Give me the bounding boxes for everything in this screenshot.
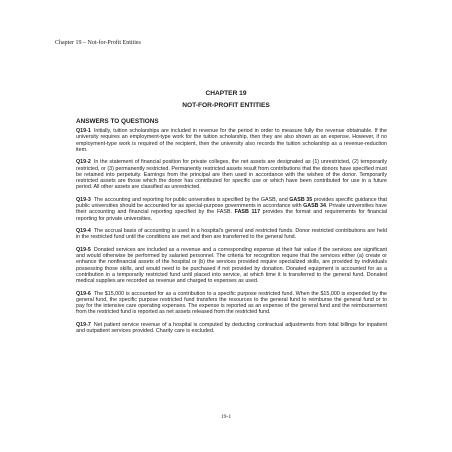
standard-reference: GASB 35 (289, 196, 313, 203)
answer-q19-3 (76, 197, 387, 222)
standard-reference: GASB 34 (303, 203, 326, 210)
answer-text: The accounting and reporting for public universities is specified by the GASB, and (93, 196, 290, 203)
section-heading: ANSWERS TO QUESTIONS (76, 118, 159, 125)
chapter-number: CHAPTER 19 (205, 90, 247, 97)
answer-text: The accrual basis of accounting is used in a hospital's general and restricted funds. Donor restricted contributions are held in the restricted fund until the conditions are met and then are transferred to the general fund. (76, 228, 387, 241)
answer-text: . Private universities have their accounting and financial reporting specified by the FASB. (76, 203, 387, 216)
question-number: Q19-5 (76, 246, 91, 253)
question-number: Q19-2 (76, 159, 91, 166)
answer-q19-7 (76, 322, 387, 335)
answer-q19-2 (76, 159, 387, 190)
answer-text: provides the format and requirements for financial reporting for private universities. (76, 209, 388, 222)
answer-text: Net patient service revenue of a hospital is computed by deducting contractual adjustments from total billings for inpatient and outpatient services provided. Charity care is excluded. (76, 322, 387, 335)
answer-q19-1 (76, 128, 387, 153)
answer-q19-6 (76, 291, 387, 316)
question-number: Q19-6 (76, 290, 91, 297)
chapter-title: NOT-FOR-PROFIT ENTITIES (182, 102, 270, 109)
answer-text: provides specific guidance that public universities should be accounted for as special-purpose governments in accordance with (76, 196, 388, 210)
question-number: Q19-1 (76, 128, 91, 134)
answer-q19-5 (76, 247, 387, 285)
question-number: Q19-7 (76, 322, 91, 329)
answer-text: Donated services are included as a revenue and a corresponding expense at their fair value if the services are significant and would otherwise be performed by salaried personnel. The criteria for recognition require that the services either (a) create or enhance the nonfinancial assets of the hospital or (b) the services provided require specialized skills, are provided by individuals possessing those skills, and would need to be purchased if not provided by donation. Donated equipment is accounted for as a contribution in a temporarily restricted fund until placed into service, at which time it is transferred to the general fund. Donated medical supplies are recorded as revenue and charged to expenses as used. (76, 246, 387, 285)
question-number: Q19-3 (76, 196, 91, 203)
answer-text: The $15,000 is accounted for as a contribution to a specific purpose restricted fund. When the $15,000 is expended by the general fund, the specific purpose restricted fund transfers the resources to the general fund to reimburse the general fund or to pay for the intensive care operating expenses. The expense is reported as an expense of the general fund and the reimbursement from the restricted fund is reported as net assets released from the restricted fund. (76, 290, 387, 316)
answer-text: In the statement of financial position for private colleges, the net assets are designated as (1) unrestricted, (2) temporarily restricted, or (3) permanently restricted. Permanently restricted assets result from contributions that the donors have specified must be retained into perpetuity. Earnings from the principal are then used in accordance with the wishes of the donor. Temporarily restricted assets are those which the donor has contributed for specific use or which have been contributed for use in a future period. All other assets are classified as unrestricted. (76, 159, 387, 191)
standard-reference: FASB 117 (234, 209, 261, 216)
running-header: Chapter 19 – Not-for-Profit Entities (55, 40, 141, 46)
answer-text: Initially, tuition scholarships are included in revenue for the period in order to measure fully the revenue obtainable. If the university requires an employment-type work for the tuition scholarship, then they are also shown as an expense. However, if no employment-type work is required of the recipient, then the university also records the tuition scholarship as a revenue-reduction item. (76, 128, 387, 153)
answer-q19-4 (76, 228, 387, 241)
answers-list (76, 128, 387, 341)
question-number: Q19-4 (76, 228, 91, 235)
page-number: 19-1 (220, 414, 232, 420)
